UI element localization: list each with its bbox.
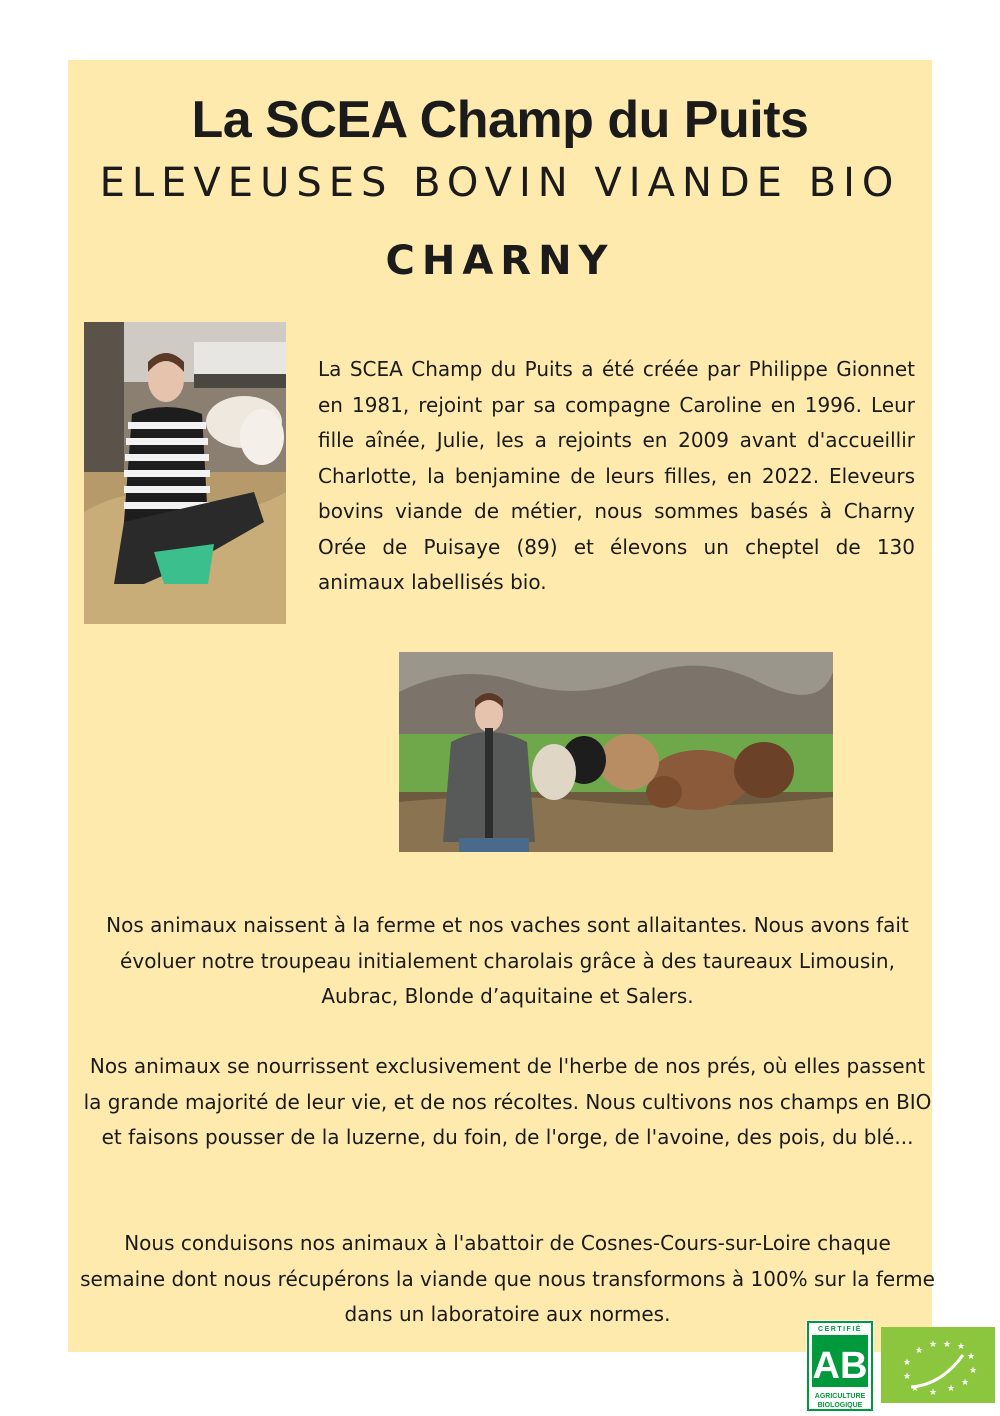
svg-text:★: ★ — [969, 1366, 978, 1376]
ab-organic-logo — [806, 1320, 874, 1412]
svg-text:★: ★ — [961, 1378, 970, 1388]
ab-logo-mark: AB — [812, 1345, 868, 1387]
svg-text:★: ★ — [957, 1342, 966, 1352]
farmer-portrait-photo — [84, 322, 286, 624]
svg-text:★: ★ — [947, 1384, 956, 1394]
location-label: CHARNY — [385, 238, 615, 284]
ab-logo-top-text: CERTIFIÉ — [818, 1326, 862, 1333]
page-subtitle: ELEVEUSES BOVIN VIANDE BIO — [99, 160, 901, 206]
intro-paragraph: La SCEA Champ du Puits a été créée par Philippe Gionnet en 1981, rejoint par sa compagne Caroline en 1996. Leur fille aînée, Julie, les a rejoints en 2009 avant d'accueillir Charlotte, la benjamine de leurs filles, en 2022. Eleveurs bovins viande de métier, nous sommes basés à Charny Orée de Puisaye (89) et élevons un cheptel de 130 animaux labellisés bio. — [318, 357, 915, 594]
svg-text:★: ★ — [915, 1346, 924, 1356]
paragraph-herd: Nos animaux naissent à la ferme et nos vaches sont allaitantes. Nous avons fait évoluer notre troupeau initialement charolais grâce à des taureaux Limousin, Aubrac, Blonde d’aquitaine et Salers. — [106, 913, 909, 1008]
svg-text:★: ★ — [967, 1352, 976, 1362]
svg-text:★: ★ — [929, 1388, 938, 1398]
svg-text:★: ★ — [911, 1384, 920, 1394]
page-title: La SCEA Champ du Puits — [191, 91, 809, 149]
svg-text:★: ★ — [943, 1340, 952, 1350]
eu-organic-leaf-logo — [881, 1327, 995, 1403]
ab-logo-bottom-text-2: BIOLOGIQUE — [817, 1402, 863, 1409]
paragraph-slaughter: Nous conduisons nos animaux à l'abattoir de Cosnes-Cours-sur-Loire chaque semaine dont nous récupérons la viande que nous transformons à 100% sur la ferme dans un laboratoire aux normes. — [80, 1231, 935, 1326]
paragraph-feeding: Nos animaux se nourrissent exclusivement de l'herbe de nos prés, où elles passent la grande majorité de leur vie, et de nos récoltes. Nous cultivons nos champs en BIO et faisons pousser de la luzerne, du foin, de l'orge, de l'avoine, des pois, du blé... — [83, 1054, 932, 1149]
svg-text:★: ★ — [929, 1340, 938, 1350]
svg-text:★: ★ — [903, 1358, 912, 1368]
herd-field-photo — [399, 652, 833, 852]
ab-logo-bottom-text-1: AGRICULTURE — [814, 1393, 866, 1400]
svg-text:★: ★ — [903, 1372, 912, 1382]
